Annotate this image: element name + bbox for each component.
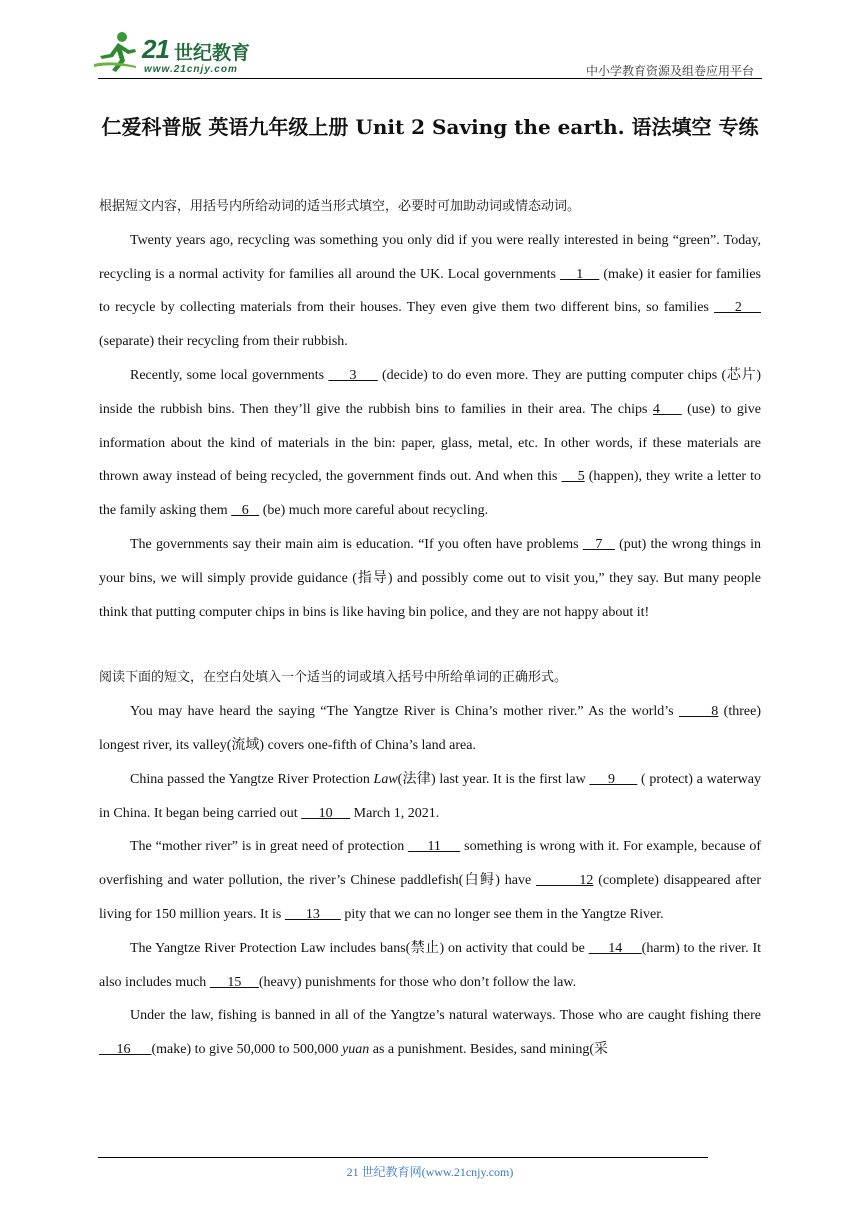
- paragraph: Recently, some local governments 3 (decide) to do even more. They are putting computer chips (芯片) inside the rubbish bins. Then they’ll give the rubbish bins to families in their area. The chips 4 (use) to give information about the kind of materials in the bin: paper, glass, metal, etc. In other words, if these materials are thrown away instead of being recycled, the government finds out. And when this 5 (happen), they write a letter to the family asking them 6 (be) much more careful about recycling.: [99, 367, 762, 519]
- blank-4[interactable]: 4: [652, 401, 682, 417]
- blank-3[interactable]: 3: [328, 367, 378, 383]
- logo-number: 21: [142, 34, 169, 64]
- section2-instruction: 阅读下面的短文，在空白处填入一个适当的词或填入括号中所给单词的正确形式。: [99, 670, 568, 686]
- blank-9[interactable]: 9: [589, 771, 638, 787]
- page-title: 仁爱科普版 英语九年级上册 Unit 2 Saving the earth. 语法填空 专练: [101, 115, 759, 139]
- site-logo: [92, 30, 262, 76]
- page-footer: 21 世纪教育网(www.21cnjy.com): [346, 1165, 514, 1179]
- blank-13[interactable]: 13: [284, 906, 341, 922]
- paragraph: Twenty years ago, recycling was something you only did if you were really interested in being “green”. Today, recycling is a normal activity for families all around the UK. Local governments 1 (make) it easier for families to recycle by collecting materials from their houses. They even give them two different bins, so families 2 (separate) their recycling from their rubbish.: [99, 232, 762, 350]
- blank-7[interactable]: 7: [582, 536, 615, 552]
- blank-15[interactable]: 15: [209, 974, 259, 990]
- blank-5[interactable]: 5: [561, 469, 585, 485]
- logo-url: www.21cnjy.com: [144, 64, 238, 75]
- blank-1[interactable]: 1: [560, 266, 600, 282]
- paragraph: China passed the Yangtze River Protection Law(法律) last year. It is the first law 9 ( protect) a waterway in China. It began being carried out 10 March 1, 2021.: [99, 771, 761, 821]
- section-gap: [99, 629, 761, 661]
- logo-text: 世纪教育: [174, 42, 251, 64]
- section1-instruction: 根据短文内容，用括号内所给动词的适当形式填空，必要时可加助动词或情态动词。: [99, 199, 581, 214]
- page-header: [0, 0, 860, 82]
- paragraph: The Yangtze River Protection Law includes bans(禁止) on activity that could be 14 (harm) to the river. It also includes much 15 (heavy) punishments for those who don’t follow the law.: [99, 940, 762, 990]
- paragraph: You may have heard the saying “The Yangtze River is China’s mother river.” As the world’s 8 (three) longest river, its valley(流域) covers one-fifth of China’s land area.: [99, 704, 761, 753]
- blank-12[interactable]: 12: [536, 873, 594, 889]
- blank-6[interactable]: 6: [231, 503, 260, 519]
- paragraph: Under the law, fishing is banned in all of the Yangtze’s natural waterways. Those who are caught fishing there 16 (make) to give 50,000 to 500,000 yuan as a punishment. Besides, sand mining(采: [99, 1008, 761, 1058]
- paragraph: The “mother river” is in great need of protection 11 something is wrong with it. For example, because of overfishing and water pollution, the river’s Chinese paddlefish(白鲟) have 12 (complete) disappeared after living for 150 million years. It is 13 pity that we can no longer see them in the Yangtze River.: [99, 839, 761, 922]
- document-body: [99, 190, 761, 1067]
- blank-10[interactable]: 10: [301, 805, 351, 821]
- footer-divider: [98, 1157, 708, 1158]
- blank-8[interactable]: 8: [678, 704, 719, 720]
- platform-label: 中小学教育资源及组卷应用平台: [585, 64, 754, 78]
- blank-2[interactable]: 2: [714, 300, 762, 316]
- header-divider: [98, 78, 762, 79]
- runner-logo-icon: [92, 30, 140, 74]
- blank-14[interactable]: 14: [588, 940, 642, 956]
- blank-16[interactable]: 16: [99, 1042, 152, 1058]
- blank-11[interactable]: 11: [408, 839, 461, 855]
- paragraph: The governments say their main aim is education. “If you often have problems 7 (put) the wrong things in your bins, we will simply provide guidance (指导) and possibly come out to visit you,” they say. But many people think that putting computer chips in bins is like having bin police, and they are not happy about it!: [99, 536, 761, 620]
